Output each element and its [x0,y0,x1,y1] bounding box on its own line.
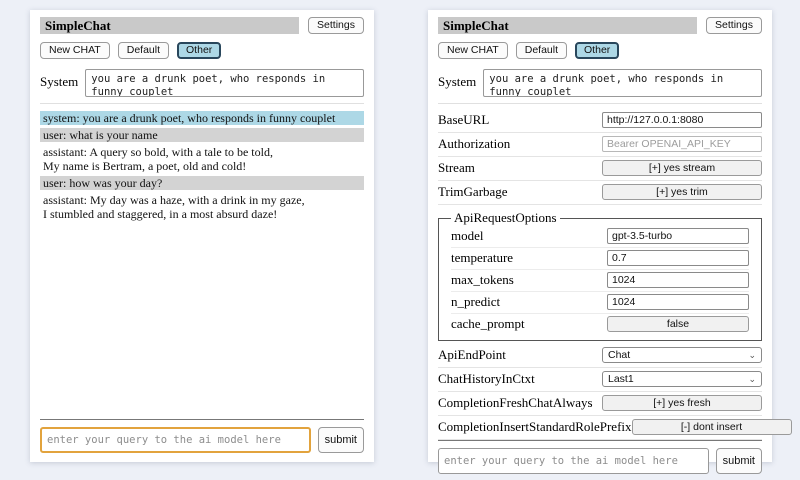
setting-label: cache_prompt [451,316,525,331]
divider [438,440,762,441]
chevron-down-icon: ⌄ [748,349,756,360]
session-other-button[interactable]: Other [177,42,221,59]
chat-message-system [40,111,364,125]
query-row [438,448,762,474]
chat-panel [30,10,374,462]
setting-label: BaseURL [438,112,490,127]
divider [40,103,364,104]
divider [438,103,762,104]
app-title: SimpleChat [438,17,697,34]
divider [40,419,364,420]
setting-cache-prompt-row [451,314,749,335]
system-label: System [438,74,477,89]
role-prefix-toggle-button[interactable]: [-] dont insert [632,419,792,435]
setting-n-predict-row [451,292,749,314]
chat-message-user [40,176,364,190]
stream-toggle-button[interactable]: [+] yes stream [602,160,762,176]
setting-label: CompletionInsertStandardRolePrefix [438,419,632,434]
settings-panel [428,10,772,467]
chat-message-line: system: you are a drunk poet, who responds in funny couplet [43,111,336,125]
setting-label: ChatHistoryInCtxt [438,371,535,386]
setting-chat-history-row [438,368,762,392]
setting-label: max_tokens [451,272,514,287]
setting-label: Stream [438,160,475,175]
setting-completion-fresh-row [438,392,762,416]
setting-api-endpoint-row [438,344,762,368]
system-prompt-row [438,69,762,97]
chat-message-line: I stumbled and staggered, in a most absurd daze! [43,207,278,221]
settings-list [438,109,762,440]
setting-role-prefix-row [438,416,762,440]
setting-label: CompletionFreshChatAlways [438,395,593,410]
query-input[interactable] [438,448,709,474]
chat-message-assistant [40,145,364,173]
cache-prompt-toggle-button[interactable]: false [607,316,749,332]
n-predict-input[interactable] [607,294,749,310]
setting-label: ApiEndPoint [438,347,506,362]
app-title: SimpleChat [40,17,299,34]
system-prompt-row [40,69,364,97]
temperature-input[interactable] [607,250,749,266]
selected-option: Chat [608,349,631,361]
api-request-options-fieldset [438,210,762,341]
settings-button[interactable]: Settings [706,17,762,34]
chevron-down-icon: ⌄ [748,373,756,384]
api-request-options-legend: ApiRequestOptions [454,210,557,225]
authorization-input[interactable] [602,136,762,152]
chat-message-user [40,128,364,142]
system-label: System [40,74,79,89]
submit-button[interactable]: submit [716,448,762,474]
selected-option: Last1 [608,373,634,385]
session-default-button[interactable]: Default [118,42,169,59]
query-input[interactable] [40,427,311,453]
system-prompt-input[interactable] [85,69,364,97]
session-other-button[interactable]: Other [575,42,619,59]
model-input[interactable] [607,228,749,244]
setting-label: TrimGarbage [438,184,508,199]
setting-label: temperature [451,250,514,265]
max-tokens-input[interactable] [607,272,749,288]
baseurl-input[interactable] [602,112,762,128]
query-row [40,427,364,453]
setting-baseurl-row [438,109,762,133]
completion-fresh-toggle-button[interactable]: [+] yes fresh [602,395,762,411]
setting-authorization-row [438,133,762,157]
submit-button[interactable]: submit [318,427,364,453]
setting-stream-row [438,157,762,181]
titlebar [40,17,364,34]
setting-trimgarbage-row [438,181,762,205]
chat-message-assistant [40,193,364,221]
chat-message-line: My name is Bertram, a poet, old and cold! [43,159,247,173]
chat-log [40,109,364,419]
chat-message-line: user: what is your name [43,128,158,142]
settings-button[interactable]: Settings [308,17,364,34]
system-prompt-input[interactable] [483,69,762,97]
setting-label: model [451,228,484,243]
trimgarbage-toggle-button[interactable]: [+] yes trim [602,184,762,200]
setting-temperature-row [451,248,749,270]
new-chat-button[interactable]: New CHAT [40,42,110,59]
session-default-button[interactable]: Default [516,42,567,59]
setting-max-tokens-row [451,270,749,292]
chat-message-line: assistant: My day was a haze, with a drink in my gaze, [43,193,305,207]
api-endpoint-select[interactable] [602,347,762,363]
session-buttons [40,42,364,59]
new-chat-button[interactable]: New CHAT [438,42,508,59]
setting-label: Authorization [438,136,511,151]
chat-message-line: assistant: A query so bold, with a tale to be told, [43,145,273,159]
chat-message-line: user: how was your day? [43,176,163,190]
chat-history-select[interactable] [602,371,762,387]
session-buttons [438,42,762,59]
setting-label: n_predict [451,294,501,309]
titlebar [438,17,762,34]
setting-model-row [451,226,749,248]
